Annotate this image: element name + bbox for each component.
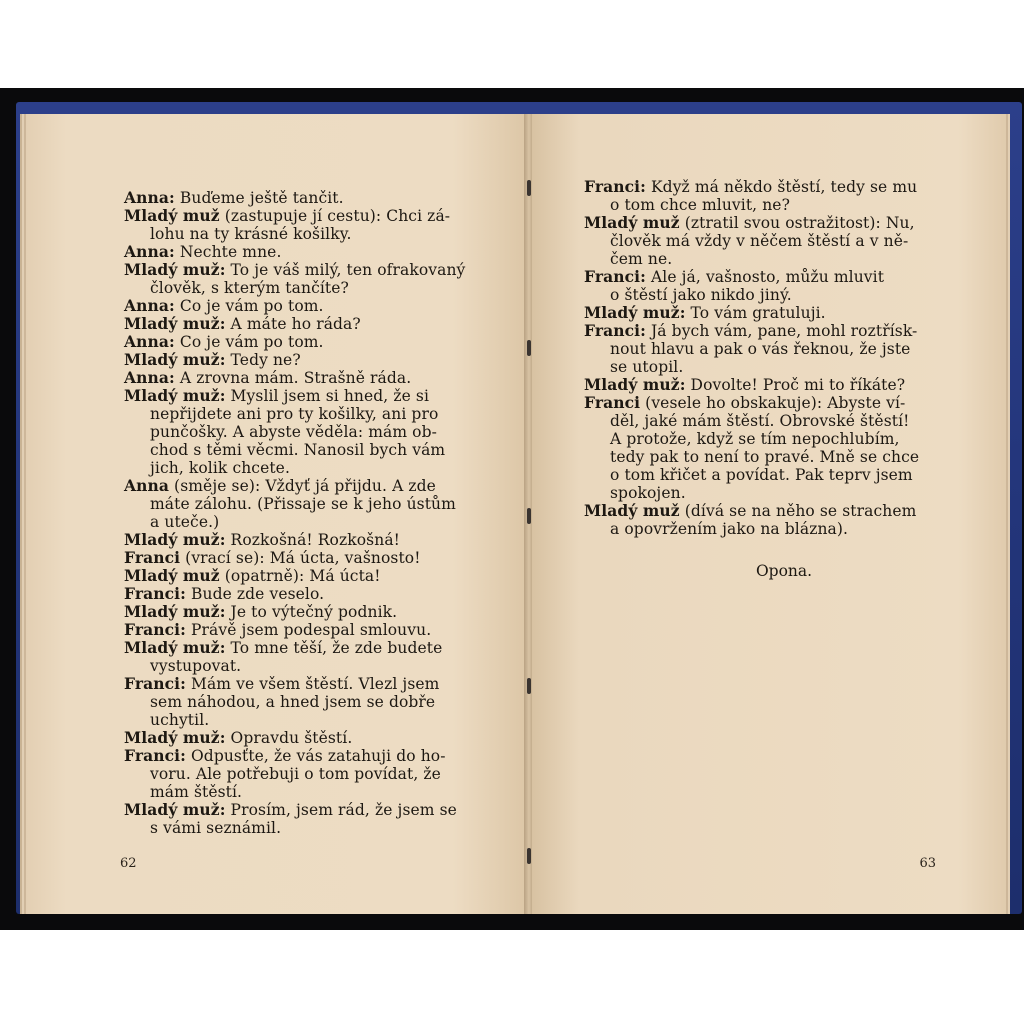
right-page (532, 114, 1006, 914)
text-line (124, 621, 502, 639)
text-line (124, 549, 502, 567)
speaker-name: Mladý muž: (124, 530, 226, 549)
line-text: (vrací se): Má úcta, vašnosto! (180, 549, 421, 567)
line-text: (zastupuje jí cestu): Chci zá- (219, 207, 451, 225)
text-line (584, 448, 984, 466)
line-text: nepřijdete ani pro ty košilky, ani pro (150, 405, 439, 423)
speaker-name: Anna: (124, 296, 175, 315)
line-text: o štěstí jako nikdo jiný. (610, 286, 792, 304)
speaker-name: Mladý muž: (584, 303, 686, 322)
line-text: Myslil jsem si hned, že si (225, 387, 430, 405)
line-text: sem náhodou, a hned jsem se dobře (150, 693, 436, 711)
text-line (124, 801, 502, 819)
binding-stitch (527, 180, 531, 196)
speaker-name: Anna (124, 476, 170, 495)
text-line (124, 369, 502, 387)
text-line (124, 297, 502, 315)
text-line (124, 441, 502, 459)
line-text: o tom křičet a povídat. Pak teprv jsem (610, 466, 913, 484)
line-text: To vám gratuluji. (685, 304, 826, 322)
text-line (124, 225, 502, 243)
speaker-name: Franci: (584, 177, 646, 196)
speaker-name: Franci: (584, 267, 646, 286)
speaker-name: Anna: (124, 242, 175, 261)
text-line (124, 783, 502, 801)
line-text: a opovržením jako na blázna). (610, 520, 849, 538)
speaker-name: Franci: (584, 321, 646, 340)
line-text: Mám ve všem štěstí. Vlezl jsem (185, 675, 440, 693)
text-line (584, 250, 984, 268)
line-text: a uteče.) (150, 513, 220, 531)
speaker-name: Mladý muž (124, 566, 220, 585)
line-text: To je váš milý, ten ofrakovaný (225, 261, 466, 279)
speaker-name: Franci (124, 548, 181, 567)
line-text: Když má někdo štěstí, tedy se mu (645, 178, 918, 196)
line-text: voru. Ale potřebuji o tom povídat, že (150, 765, 441, 783)
text-line (124, 423, 502, 441)
line-text: Prosím, jsem rád, že jsem se (225, 801, 457, 819)
speaker-name: Franci: (124, 620, 186, 639)
line-text: máte zálohu. (Přissaje se k jeho ústům (150, 495, 456, 513)
text-line (124, 189, 502, 207)
speaker-name: Mladý muž: (124, 728, 226, 747)
text-line (124, 207, 502, 225)
line-text: Tedy ne? (225, 351, 301, 369)
text-line (124, 513, 502, 531)
text-line (124, 567, 502, 585)
line-text: (vesele ho obskakuje): Abyste ví- (640, 394, 906, 412)
line-text: Rozkošná! Rozkošná! (225, 531, 400, 549)
text-line (124, 819, 502, 837)
text-line (124, 477, 502, 495)
speaker-name: Mladý muž: (584, 375, 686, 394)
speaker-name: Mladý muž: (124, 800, 226, 819)
speaker-name: Anna: (124, 332, 175, 351)
text-line (124, 333, 502, 351)
line-text: Právě jsem podespal smlouvu. (185, 621, 432, 639)
text-line (124, 639, 502, 657)
text-line (124, 729, 502, 747)
speaker-name: Mladý muž: (124, 260, 226, 279)
line-text: Je to výtečný podnik. (225, 603, 398, 621)
line-text: A máte ho ráda? (225, 315, 361, 333)
speaker-name: Franci (584, 393, 641, 412)
line-text: (dívá se na něho se strachem (679, 502, 917, 520)
line-text: uchytil. (150, 711, 210, 729)
line-text: nout hlavu a pak o vás řeknou, že jste (610, 340, 911, 358)
line-text: Ale já, vašnosto, můžu mluvit (645, 268, 885, 286)
speaker-name: Mladý muž: (124, 350, 226, 369)
speaker-name: Mladý muž (584, 501, 680, 520)
binding-stitch (527, 678, 531, 694)
line-text: spokojen. (610, 484, 686, 502)
text-line (584, 466, 984, 484)
speaker-name: Mladý muž (584, 213, 680, 232)
line-text: Bude zde veselo. (185, 585, 325, 603)
line-text: A protože, když se tím nepochlubím, (610, 430, 900, 448)
line-text: mám štěstí. (150, 783, 243, 801)
text-line (124, 261, 502, 279)
line-text: lohu na ty krásné košilky. (150, 225, 352, 243)
line-text: Co je vám po tom. (174, 333, 324, 351)
binding-stitch (527, 848, 531, 864)
line-text: To mne těší, že zde budete (225, 639, 443, 657)
text-line (584, 376, 984, 394)
text-line (124, 387, 502, 405)
line-text: Dovolte! Proč mi to říkáte? (685, 376, 906, 394)
speaker-name: Mladý muž: (124, 314, 226, 333)
line-text: Nechte mne. (174, 243, 282, 261)
text-line (124, 603, 502, 621)
text-line (124, 315, 502, 333)
line-text: Buďeme ještě tančit. (174, 189, 344, 207)
line-text: člověk, s kterým tančíte? (150, 279, 349, 297)
text-line (584, 430, 984, 448)
left-page (26, 114, 528, 914)
text-line (124, 693, 502, 711)
line-text: se utopil. (610, 358, 684, 376)
speaker-name: Franci: (124, 746, 186, 765)
text-line (124, 459, 502, 477)
text-line (584, 214, 984, 232)
text-line (124, 585, 502, 603)
line-text: Odpusťte, že vás zatahuji do ho- (185, 747, 446, 765)
left-page-text (124, 189, 502, 837)
text-line (124, 675, 502, 693)
line-text: o tom chce mluvit, ne? (610, 196, 790, 214)
text-line (584, 394, 984, 412)
speaker-name: Franci: (124, 674, 186, 693)
text-line (584, 484, 984, 502)
text-line (124, 657, 502, 675)
line-text: s vámi seznámil. (150, 819, 282, 837)
text-line (584, 232, 984, 250)
line-text: Co je vám po tom. (174, 297, 324, 315)
line-text: tedy pak to není to pravé. Mně se chce (610, 448, 920, 466)
text-line (584, 304, 984, 322)
text-line (124, 531, 502, 549)
line-text: Já bych vám, pane, mohl roztřísk- (645, 322, 918, 340)
text-line (584, 340, 984, 358)
text-line (124, 279, 502, 297)
speaker-name: Mladý muž: (124, 638, 226, 657)
line-text: A zrovna mám. Strašně ráda. (174, 369, 412, 387)
line-text: vystupovat. (150, 657, 242, 675)
line-text: člověk má vždy v něčem štěstí a v ně- (610, 232, 909, 250)
binding-stitch (527, 508, 531, 524)
text-line (584, 412, 984, 430)
line-text: (ztratil svou ostražitost): Nu, (679, 214, 915, 232)
text-line (124, 351, 502, 369)
line-text: čem ne. (610, 250, 673, 268)
line-text: děl, jaké mám štěstí. Obrovské štěstí! (610, 412, 910, 430)
text-line (584, 178, 984, 196)
line-text: (směje se): Vždyť já přijdu. A zde (169, 477, 436, 495)
line-text: (opatrně): Má úcta! (219, 567, 381, 585)
text-line (124, 765, 502, 783)
open-book (0, 88, 1024, 930)
page-number-right: 63 (919, 856, 936, 871)
text-line (124, 495, 502, 513)
page-number-left: 62 (120, 856, 137, 871)
text-line (584, 286, 984, 304)
speaker-name: Anna: (124, 368, 175, 387)
line-text: Opravdu štěstí. (225, 729, 353, 747)
speaker-name: Mladý muž: (124, 386, 226, 405)
binding-stitch (527, 340, 531, 356)
line-text: punčošky. A abyste věděla: mám ob- (150, 423, 437, 441)
text-line (584, 268, 984, 286)
speaker-name: Mladý muž: (124, 602, 226, 621)
speaker-name: Franci: (124, 584, 186, 603)
text-line (584, 196, 984, 214)
text-line (124, 747, 502, 765)
text-line (124, 711, 502, 729)
text-line (584, 322, 984, 340)
text-line (584, 502, 984, 520)
right-page-text (584, 178, 984, 538)
text-line (124, 405, 502, 423)
line-text: chod s těmi věcmi. Nanosil bych vám (150, 441, 446, 459)
speaker-name: Anna: (124, 188, 175, 207)
text-line (124, 243, 502, 261)
text-line (584, 520, 984, 538)
line-text: jich, kolik chcete. (150, 459, 290, 477)
curtain-text: Opona. (755, 562, 813, 580)
text-line (584, 358, 984, 376)
speaker-name: Mladý muž (124, 206, 220, 225)
